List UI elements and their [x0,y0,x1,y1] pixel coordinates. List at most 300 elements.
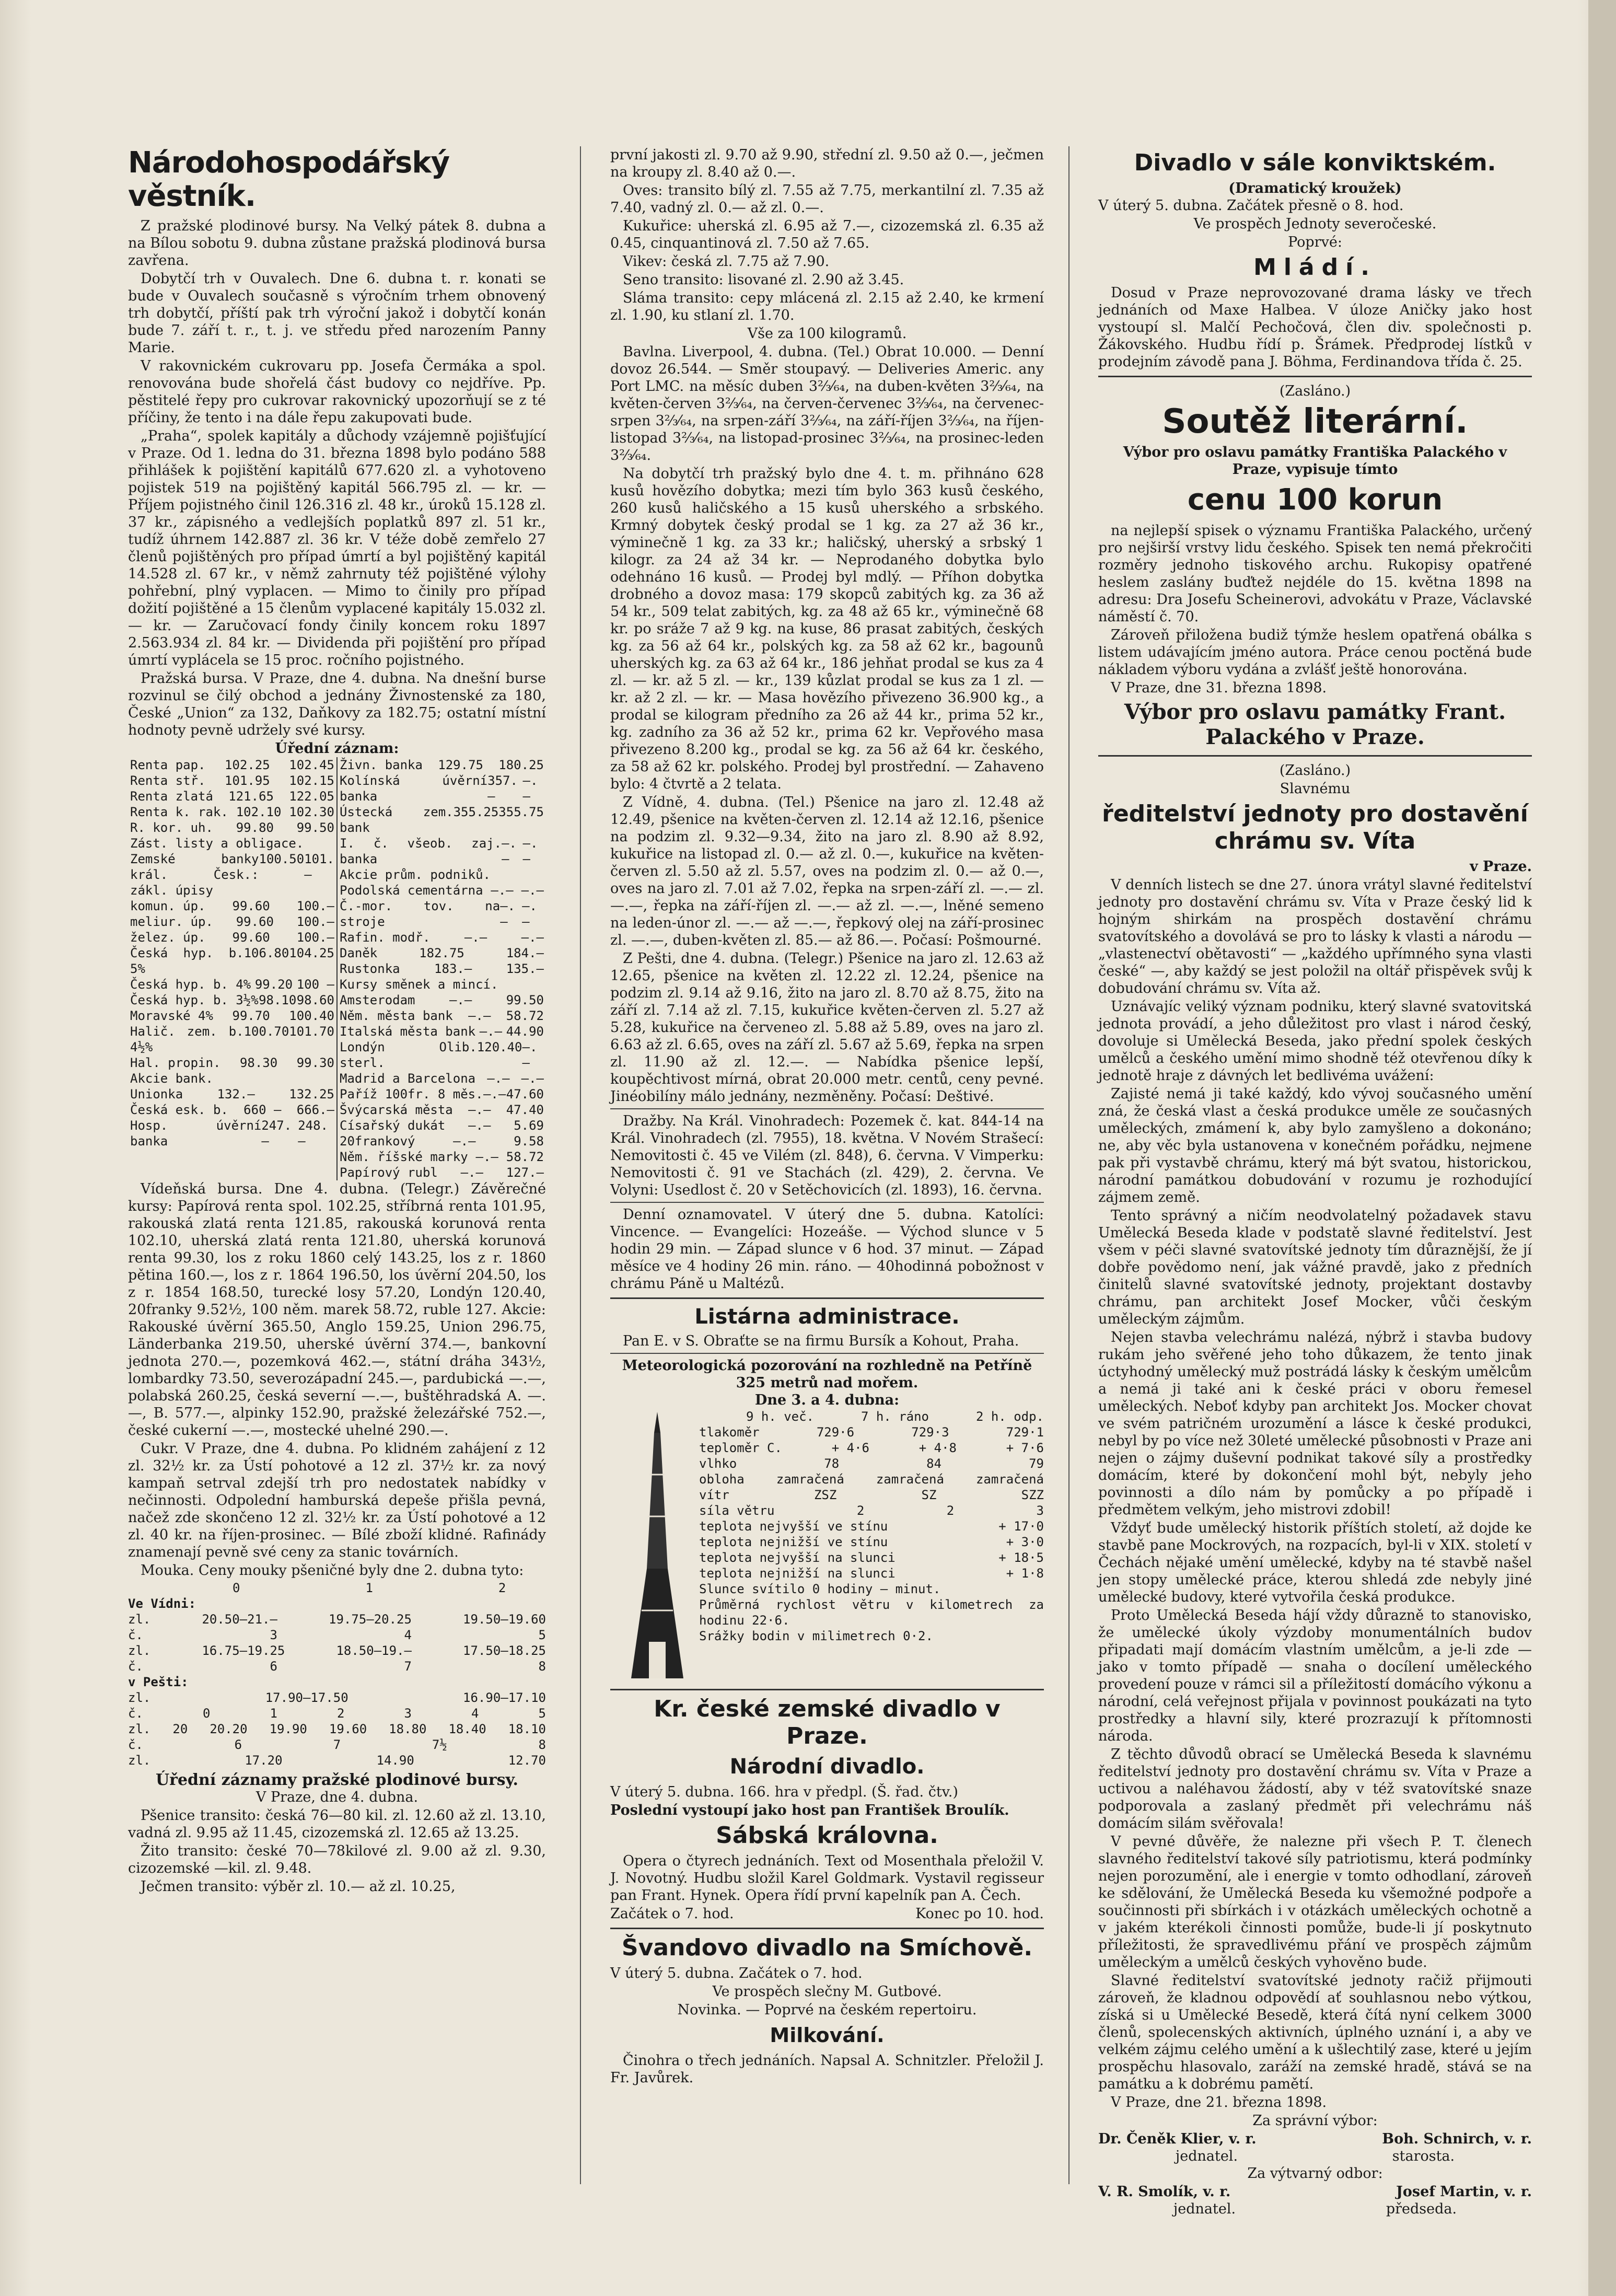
letter-date: V Praze, dne 21. března 1898. [1111,2094,1327,2111]
rate-row [340,977,544,992]
divider [1098,755,1532,757]
meteo-row-cell: zamračená [975,1472,1044,1487]
rate-row-cell: 248.— [298,1118,328,1149]
rate-row-cell: 104.25 [289,946,334,960]
column-rule [580,146,581,2184]
meteo-extra-row [699,1550,1044,1566]
letter-paragraph: Zajisté nemá ji také každý, kdo vývoj současného umění zná, že česká vlast a česká produkce uměle ze současných uměleckých, zmámení k, aby bylo zamyšleno a dokonáno; ne, aby věc byla ustanovena v konečném pořádku, nejmene pak při vystavbě chrámu, který má být svatou, historickou, národní památkou dobudování v rozumu je rozhodující zájmem země. [1098,1086,1532,1205]
article-paragraph: Sláma transito: cepy mlácená zl. 2.15 až 2.40, ke krmení zl. 1.90, ku stlaní zl. 1.70. [610,290,1044,323]
rate-row-cell: 99.60 [232,899,270,913]
rate-row-cell: 184.— [506,946,544,960]
rate-row-cell: 120.40 [476,1040,522,1054]
flour-row-cell: 18.80 [389,1722,427,1736]
rate-row-cell: komun. úp. [130,899,206,913]
rate-row-cell: 100.40 [289,1008,334,1023]
flour-table [128,1580,546,1768]
rate-row-cell: 357.— [487,773,518,804]
petrin-tower-illustration [626,1412,689,1684]
flour-row-cell: 16.75—19.25 [202,1643,285,1658]
rate-row-cell: 100.70 [243,1024,289,1039]
rate-row-cell: Kursy směnek a mincí. [340,977,498,992]
rate-row-cell: Císařský dukát [340,1118,446,1133]
rate-row-cell: Londýn Olib. sterl. [340,1040,477,1070]
rate-row [130,836,334,851]
signature: Josef Martin, v. r. [1396,2184,1532,2200]
rate-row-cell: 132.— [217,1087,255,1101]
signature: Dr. Čeněk Klier, v. r. [1098,2131,1257,2147]
rate-row-cell: Halič. zem. b. 4½% [130,1024,244,1054]
rate-row [130,1102,334,1118]
rate-row-cell: 102.10 [236,805,282,819]
rate-row-cell: —.— [521,1071,544,1086]
flour-row-cell: č. [128,1706,143,1721]
meteo-extra-row [699,1566,1044,1581]
rate-row-cell: 180.25 [498,758,544,772]
rate-row-cell: 58.72 [506,1008,544,1023]
rate-row [340,1165,544,1180]
rate-row-cell: 44.90 [506,1024,544,1039]
auctions-paragraph: Dražby. Na Král. Vinohradech: Pozemek č. kat. 844-14 na Král. Vinohradech (zl. 7955), 18. května. V Novém Strašecí: Nemovitosti č. 45 ve Vilém (zl. 848), 6. června. V Vimperku: Nemovitosti č. 91 ve Stachách (zl. 429), 2. června. Ve Volyni: Usedlost č. 20 v Setěchovicích (zl. 1893), 16. června. [610,1113,1044,1198]
rate-row-cell: želez. úp. [130,930,206,945]
rates-left-list [130,757,334,1149]
flour-row-cell: 7 [333,1737,341,1752]
meteo-extra-row-cell: Slunce svítilo 0 hodiny — minut. [699,1582,941,1596]
soutez-intro: Výbor pro oslavu památky Františka Palackého v Praze, vypisuje tímto [1123,444,1507,478]
meteo-row-cell: SZ [921,1488,937,1502]
rate-row-cell: 100.— [296,930,334,945]
flour-row-cell: 6 [270,1659,277,1674]
rate-row-cell: 102.30 [289,805,334,819]
meteo-row [699,1487,1044,1503]
meteo-row-cell: síla větru [699,1503,775,1518]
rate-row [340,961,544,977]
meteo-row [699,1471,1044,1487]
divadlo-play: Mládí. [1253,254,1377,281]
column-notices [1098,146,1532,2218]
rate-row-cell: 101.70 [289,1024,334,1039]
flour-row [128,1690,546,1706]
rate-row [130,914,334,930]
rate-row [130,1118,334,1149]
smichov-desc: Činohra o třech jednáních. Napsal A. Schnitzler. Přeložil J. Fr. Javůrek. [610,2053,1044,2086]
rate-row-cell: —.— [468,1103,491,1117]
flour-row-cell: zl. [128,1612,151,1627]
section-title: Národohospodářský věstník. [128,146,450,213]
rate-row-cell: Renta k. rak. [130,805,228,819]
rate-row-cell: 101.— [304,852,334,882]
article-paragraph: Z Pešti, dne 4. dubna. (Telegr.) Pšenice na jaro zl. 12.63 až 12.65, pšenice na květen zl. 12.22 zl. 12.24, pšenice na podzim zl. 9.14 až 9.16, žito na jaro zl. 8.70 až 8.75, žito na září zl. 7.14 až zl. 7.15, kukuřice květen-červen zl. 5.27 až 5.28, kukuřice na červeneo zl. 5.88 až 5.89, oves na jaro zl. 6.63 až zl. 6.65, oves na září zl. 5.67 až 5.69, řepka na srpen zl. 11.90 až zl. 12.—. — Nabídka pšenice lepší, koupěchtivost mírná, obrat 20.000 metr. centů, ceny pevné. Jinéobilíny málo jednány, nezměněny. Počasí: Deštivé. [610,950,1044,1105]
meteo-row-cell: 729·3 [911,1425,949,1440]
divider [610,1297,1044,1299]
rate-row-cell: 102.15 [289,773,334,788]
signature-role: starosta. [1392,2148,1455,2164]
signature: V. R. Smolík, v. r. [1098,2184,1231,2200]
rate-row [340,1102,544,1118]
flour-columns [128,1580,546,1596]
flour-row-cell: 16.90—17.10 [463,1690,546,1705]
rate-row-cell: Moravské 4% [130,1008,213,1023]
meteo-row-cell: obloha [699,1472,745,1487]
soutez-text: na nejlepší spisek o významu Františka Palackého, určený pro nejširší vrstvy lidu českého. Spisek ten nemá překročiti rozměry jednoho tiskového archu. Rukopisy opatřené heslem zaslány buďtež nejdéle do 15. května 1898 na adresu: Dra Josefu Scheinerovi, advokátu v Praze, Václavské náměstí č. 70. [1098,523,1532,625]
rate-row-cell: Hosp. úvěrní banka [130,1118,262,1149]
rate-row-cell: 183.— [434,961,472,976]
smichov-novinka: Novinka. — Poprvé na českém repertoiru. [677,2002,977,2018]
rate-row [340,1133,544,1149]
theatre-title: Kr. české zemské divadlo v Praze. [654,1696,1001,1749]
signature-roles [1098,2200,1532,2218]
meteo-extra [699,1518,1044,1644]
soutez-signature: Výbor pro oslavu památky Frant. Palackého v Praze. [1124,700,1506,749]
rate-row-cell: —.— [500,899,516,929]
theatre-guest: Poslední vystoupí jako host pan František Broulík. [610,1802,1009,1818]
rate-row-cell: 98.30 [239,1056,278,1070]
rate-row-cell: 247.— [261,1118,292,1149]
meteo-row [699,1456,1044,1471]
calendar-paragraph: Denní oznamovatel. V úterý dne 5. dubna. Katolíci: Vincence. — Evangelíci: Hozeáše. — Východ slunce v 5 hodin 29 min. — Západ slunce v 6 hod. 37 minut. — Západ měsíce ve 4 hodiny 26 min. ráno. — 40hodinná pobožnost v chrámu Páně u Maltézů. [610,1207,1044,1292]
meteo-extra-row [699,1581,1044,1597]
flour-row-cell: 19.75—20.25 [329,1612,412,1627]
rate-row-cell: —.— [464,930,487,945]
divadlo-desc: Dosud v Praze neprovozované drama lásky ve třech jednáních od Maxe Halbea. V úloze Aničky jako host vystoupí sl. Malčí Pechočová, člen div. společnosti p. Žákovského. Hudbu řídí p. Šrámek. Předprodej lístků v prodejním závodě pana J. Böhma, Ferdinandova třída č. 25. [1098,285,1532,370]
flour-column-number: 2 [498,1581,538,1595]
rates-table [128,757,546,1180]
flour-column-number: 0 [232,1581,272,1595]
rate-row-cell: —.— [468,1118,491,1133]
rate-row [130,898,334,914]
theatre-line: V úterý 5. dubna. 166. hra v předpl. (Š. řad. čtv.) [610,1784,958,1800]
divider [1098,376,1532,377]
flour-row-cell: 6 [234,1737,242,1752]
rate-row-cell: —.— [522,773,538,804]
rate-row-cell: —.— [522,836,538,866]
rate-row-cell: —.— [502,836,517,866]
letter-paragraph: Vždyť bude umělecký historik příštích století, až dojde ke stavbě pane Mockrových, na rozpacích, byl-li v XIX. století v Čechách nějaké umění umělecké, kdyby na té stavbě našel jen stopy umělecké práce, kterou shledá zde nebyly jiné umělecké budovy, které vytvořila česká produkce. [1098,1520,1532,1605]
rate-row-cell: 98.10 [259,993,297,1007]
rate-row-cell: Česká esk. b. [130,1103,228,1117]
article-paragraph: Kukuřice: uherská zl. 6.95 až 7.—, cizozemská zl. 6.35 až 0.45, cinquantinová zl. 7.50 až 7.65. [610,218,1044,251]
soutez-date: V Praze, dne 31. března 1898. [1111,680,1327,696]
rate-row-cell: Podolská cementárna [340,883,483,898]
meteo-row-cell: SZZ [1021,1488,1044,1502]
rate-row-cell: 5.69 [514,1118,544,1133]
article-paragraph: Z Vídně, 4. dubna. (Tel.) Pšenice na jaro zl. 12.48 až 12.49, pšenice na květen-červen zl. 12.14 až 12.16, pšenice na podzim zl. 9.32—9.34, žito na jaro zl. 8.90 až 8.92, kukuřice na listopad zl. 0.— až zl. 0.—, kukuřice na květen-červen zl. 5.50 až zl. 5.57, oves na podzim zl. 0.— až 0.—, oves na jaro zl. 7.01 až 7.02, řepka na srpen-září zl. —.— zl. —.—, řepka na září-říjen zl. —.— až zl. —.—, lněné semeno na leden-únor zl. —.— až —.—, řepkový olej na září-prosinec zl. —.—, duben-květen zl. 85.— až 86.—. Počasí: Pošmourné. [610,794,1044,948]
flour-row [128,1706,546,1721]
flour-row [128,1643,546,1659]
rate-row-cell: —.— [453,1134,476,1149]
meteo-row-cell: zamračená [776,1472,844,1487]
rate-row-cell: Rafin. modř. [340,930,431,945]
rate-row-cell: 99.60 [232,930,270,945]
meteo-header-cell: 7 h. ráno [861,1409,929,1424]
meteo-row-cell: + 4·8 [919,1441,957,1455]
rate-row-cell: Papírový rubl [340,1165,438,1180]
divider [610,1202,1044,1203]
rate-row [130,788,334,804]
rate-row-cell: 100.— [296,914,334,929]
article-paragraph: V Praze, dne 4. dubna. [255,1789,418,1805]
meteo-extra-row-cell: + 17·0 [998,1519,1044,1534]
letter-paragraph: Slavné ředitelství svatovítské jednoty račiž přijmouti zároveň, že kladnou odpovědí ať souhlasnou nebo výtkou, získá si u Umělecké Besedě, která čítá nyní celkem 3000 členů, spolecenských aktivních, úplného uznání i, a aby ve velkém zájmu celého umění a k ušlechtilý zase, které u jejím prospěchu hlasovalo, zaráží na zemské hradě, stává se na památku a k dobrému pamětí. [1098,1973,1532,2092]
meteo-header-cell: 2 h. odp. [975,1409,1044,1424]
rate-row-cell: 666.— [296,1103,334,1117]
rate-row-cell: 99.60 [236,914,274,929]
meteo-header-cell: 9 h. več. [746,1409,814,1424]
divadlo-subtitle: (Dramatický kroužek) [1228,180,1402,196]
article-paragraph: Vše za 100 kilogramů. [747,326,907,342]
rate-row [130,945,334,977]
rate-row [340,1071,544,1086]
article-paragraph: V rakovnickém cukrovaru pp. Josefa Čermáka a spol. renovována bude shořelá část budovy co nejdříve. Pp. pěstitelé řepy pro cukrovar rakovnický upozorňují se z té příčiny, že tento i na dále řepu zakupovati bude. [128,358,546,426]
rate-row-cell: Akcie prům. podniků. [340,867,491,882]
article-paragraph: Cukr. V Praze, dne 4. dubna. Po klidném zahájení z 12 zl. 32½ kr. za Ústí pohotové a 12 zl. 37½ kr. za nový kampaň setrval zdejší trh pro nedostatek nabídky v nečinnosti. Odpolední hamburská depeše přišla pevná, načež zde skončeno 12 zl. 32½ kr. za Ústí pohotové a 12 zl. 40 kr. na říjen-prosinec. — Bílé zboží klidné. Rafinády znamenají pevně své ceny za stanic továrních. [128,1441,546,1560]
rate-row-cell: Zást. listy a obligace. [130,836,304,851]
rate-row [340,773,544,804]
rate-row [340,1149,544,1165]
theatre-times [610,1905,1044,1922]
letter-paragraph: Tento správný a ničím neodvolatelný požadavek stavu Umělecká Beseda klade v podstatě slavné ředitelství. Jest všem v péči slavné svatovítské jednoty tím důraznější, že jí dobře povědomo není, jak vážné pravdě, jako z předních činitelů slavné svatovítské jednoty, projektant dostavby chrámu, pan architekt Josef Mocker, vůči českým uměleckým zájmům. [1098,1208,1532,1327]
rate-row [130,851,334,898]
meteo-extra-row-cell: Srážky bodin v milimetrech 0·2. [699,1629,933,1643]
rate-row [130,1071,334,1086]
letter-paragraph: V pevné důvěře, že nalezne při všech P. T. členech slavného ředitelství takové síly patriotismu, která podmínky nejen porozumění, ale i energie v tomto odhodlaní, zároveň ke sdělování, že Umělecká Beseda ku všemožné podpoře a součinnosti při sbírkách i v otázkách uměleckých ochotně a v jakém kterékoli činnosti pomůže, bude-li jí poskytnuto příležitosti, že spravedlivému přání ve prospěch zájmům uměleckým a umělců českých vyhověno bude. [1098,1834,1532,1970]
rate-row-cell: 102.25 [225,758,270,772]
meteo-extra-row-cell: teplota nejvyšší na slunci [699,1550,896,1565]
letter-paragraph: Nejen stavba velechrámu nalézá, nýbrž i stavba budovy rukám jeho svěřené jeho toho důkazem, že tento jinak úctyhodný umělecký muž postrádá lásky k českým umělcům a nemá ji také ani k české práci v oboru řemesel uměleckých. Neboť kdyby pan architekt Jos. Mocker chovat ve svém patričném urozumění a lásce k české produkci, nebyl by po více než 30leté umělecké působnosti v Praze ani nejen o zájmy duševní podnikat takové síly a prostředky domácím, které by dokončení mohl být, nebyly jeho povinnosti a dílo nám by pomůcky a po případě i předmětem velkým, jeho mistrovi zdobil! [1098,1329,1532,1518]
flour-vienna-rows [128,1611,546,1674]
rate-row-cell: I. č. všeob. zaj. banka [340,836,502,866]
rate-row-cell: —.— [479,1024,503,1039]
rate-row [130,773,334,788]
meteo-table [699,1409,1044,1518]
flour-prague-label: v Pešti: [128,1675,189,1689]
rate-row-cell: 121.65 [228,789,274,804]
addressee-city: v Praze. [1469,859,1532,875]
meteo-row-cell: 729·1 [1006,1425,1044,1440]
rate-row-cell: —.— [521,883,544,898]
rate-row-cell: —.— [491,883,514,898]
flour-row-cell: 3 [404,1706,412,1721]
letter-paragraph: Uznávajíc veliký význam podniku, který slavné svatovitská jednota provádí, a jeho důležitost pro vlast i národ český, dovoluje si Umělecká Beseda, jako přední spolek českých umělců a českého umění mimo shodně též otevřenou díky k jednotě hraje z dávných let bedlivéma uvážení: [1098,999,1532,1084]
rate-row-cell: Č.-mor. tov. na stroje [340,899,501,929]
rate-row-cell: Něm. města bank [340,1008,453,1023]
letter-paragraph: Z těchto důvodů obrací se Umělecká Beseda k slavnému ředitelství jednoty pro dostavění chrámu sv. Víta v Praze a uctivou a naléhavou žádostí, aby v též svatovítské snaze podporovala a zaslaný předmět při velechrámu náš domácím silám svěřovala! [1098,1746,1532,1831]
column-economy [128,146,546,1896]
column-markets [610,146,1044,2088]
meteo-extra-row-cell: + 1·8 [1006,1566,1044,1581]
listarna-title: Listárna administrace. [694,1305,960,1329]
flour-row-cell: č. [128,1737,143,1752]
divadlo-line: Ve prospěch Jednoty severočeské. [1193,216,1437,232]
reditelstvi-title: ředitelství jednoty pro dostavění chrámu sv. Víta [1102,801,1528,854]
rate-row-cell: Rustonka [340,961,400,976]
article-paragraph: Pražská bursa. V Praze, dne 4. dubna. Na dnešní burse rozvinul se čilý obchod a jednány Živnostenské za 180, České „Union“ za 132, Daňkovy za 182.75; ostatní místní hodnoty pevně udržely své kursy. [128,670,546,738]
meteo-extra-row [699,1518,1044,1534]
meteo-row-cell: 2 [946,1503,955,1518]
divider [610,1689,1044,1690]
rate-row [130,1055,334,1071]
flour-row-cell: 7½ [432,1737,447,1752]
column-rule [1068,146,1069,2184]
soutez-text: Zároveň přiložena budiž týmže heslem opatřená obálka s listem udávajícím jméno autora. Práce cenou poctěná bude nákladem výboru vydána a zvlášť ještě honorována. [1098,627,1532,678]
divadlo-line: V úterý 5. dubna. Začátek přesně o 8. hod. [1098,198,1404,214]
flour-row-cell: 17.50—18.25 [463,1643,546,1658]
flour-row-cell: 8 [538,1737,546,1752]
rate-row [340,804,544,836]
rate-row-cell: Švýcarská města [340,1103,453,1117]
rate-row-cell: Ústecká zem. bank [340,805,454,835]
rate-row-cell: 99.80 [236,820,274,835]
article-paragraph: „Praha“, spolek kapitály a důchody vzájemně pojišťující v Praze. Od 1. ledna do 31. března 1898 bylo podáno 588 přihlášek k pojištění kapitálů 677.620 zl. a vyhotoveno pojistek 519 na pojištěný kapitál 566.795 zl. — kr. — Příjem pojistného činil 126.316 zl. 48 kr., úroků 15.128 zl. 37 kr., zápisného a vedlejších poplatků 897 zl. 51 kr., tudíž úhrnem 142.887 zl. 36 kr. V téže době zemřelo 27 členů pojištěných pro případ úmrtí a byl pojištěný kapitál 14.528 zl. 67 kr., v němž zahrnuty též pojištěné výlohy pohřební, plný vyplacen. — Mimo to činily pro případ dožití pojištěné a 15 členům vyplacené kapitály 15.032 zl. — kr. — Zaručovací fondy činily koncem roku 1897 2.563.934 zl. 84 kr. — Dividenda při pojištění pro případ úmrtí vyplácela se 15 proc. ročního pojistného. [128,428,546,668]
theatre-subtitle: Národní divadlo. [729,1755,925,1779]
rate-row [130,1086,334,1102]
article-paragraph: Bavlna. Liverpool, 4. dubna. (Tel.) Obrat 10.000. — Denní dovoz 26.544. — Směr stoupavý. — Deliveries Americ. any Port LMC. na měsíc duben 3⅔⁄₆₄, na duben-květen 3⅔⁄₆₄, na květen-červen 3⅔⁄₆₄, na červen-červenec 3⅔⁄₆₄, na červenec-srpen 3⅔⁄₆₄, na srpen-září 3⅔⁄₆₄, na září-říjen 3⅔⁄₆₄, na říjen-listopad 3⅔⁄₆₄, na listopad-prosinec 3⅔⁄₆₄, na prosinec-leden 3⅔⁄₆₄. [610,344,1044,463]
rate-row-cell: 99.20 [254,977,293,992]
rate-row-cell: 98.60 [296,993,334,1007]
flour-row-cell: 18.10 [508,1722,546,1736]
rate-row-cell: Česká hyp. b. 4% [130,977,251,992]
flour-row [128,1627,546,1643]
article-paragraph: Dobytčí trh v Ouvalech. Dne 6. dubna t. r. konati se bude v Ouvalech současně s výročním trhem obnovený trh dobytčí, příští pak trh výroční jakož i dobytčí konán bude 7. září t. r., t. j. ve středu před narozením Panny Marie. [128,271,546,356]
rate-row-cell: —.— [522,899,538,929]
rate-row-cell: —.— [468,1008,491,1023]
article-paragraph: Oves: transito bílý zl. 7.55 až 7.75, merkantilní zl. 7.35 až 7.40, vadný zl. 0.— až zl. 0.—. [610,182,1044,216]
meteo-extra-row-cell: teplota nejnižší na slunci [699,1566,896,1581]
rate-row-cell: Daněk [340,946,378,960]
rates-right-list [340,757,544,1180]
meteo-row-cell: + 4·6 [831,1441,869,1455]
signatures-row [1098,2130,1532,2148]
rate-row-cell: Česká hyp. b. 3½% [130,993,259,1007]
meteo-title: Meteorologická pozorování na rozhledně na Petříně 325 metrů nad mořem. [622,1358,1032,1391]
flour-row-cell: 8 [538,1659,546,1674]
rate-row [130,820,334,836]
divider [610,1928,1044,1929]
flour-row-cell: 14.90 [376,1753,414,1768]
letter-paragraph: V denních listech se dne 27. února vrátyl slavné ředitelství jednoty pro dostavění chrámu sv. Víta v Praze český lid k hojným shirkám na prospěch dostavění chrámu svatovítského a dovolává se pro to lásky k vlasti a národu — „vlastenectví obětavosti“ — „každého upřímného syna vlasti české“ —, aby každý se jest položil na oltář přispěvek svůj k dobudování chrámu sv. Víta až. [1098,877,1532,996]
meteo-row-cell: tlakoměr [699,1425,760,1440]
soutez-title: Soutěž literární. [1162,402,1468,441]
rate-row-cell: 129.75 [438,758,483,772]
rate-row-cell: Hal. propin. [130,1056,221,1070]
meteo-row [699,1424,1044,1440]
flour-row [128,1753,546,1768]
rate-row-cell: 47.60 [506,1087,544,1101]
meteo-extra-row [699,1597,1044,1628]
rate-row-cell: Akcie bank. [130,1071,213,1086]
board-label: Za správní výbor: [1252,2113,1378,2129]
page-edge [1588,0,1616,2296]
flour-row-cell: 2 [337,1706,345,1721]
flour-row-cell: č. [128,1659,143,1674]
rate-row-cell: 9.58 [514,1134,544,1149]
rate-row-cell: Zemské banky král. Česk.: zákl. úpisy [130,852,259,898]
flour-row-cell: 0 [202,1706,211,1721]
flour-row-cell: 17.20 [245,1753,283,1768]
flour-row [128,1737,546,1753]
divadlo-first: Poprvé: [1288,234,1342,250]
rate-row [130,757,334,773]
meteo-extra-row-cell: teplota nejvyšší ve stínu [699,1519,888,1534]
rate-row [130,1008,334,1024]
article-paragraph: Na dobytčí trh pražský bylo dne 4. t. m. přihnáno 628 kusů hovězího dobytka; mezi tím bylo 363 kusů českého, 260 kusů haličského a 15 kusů uherského a srbského. Krmný dobytek český prodal se 1 kg. za 27 až 36 kr., výminečně 1 kg. za 33 kr.; haličský, uherský a srbský 1 kilogr. za 24 až 34 kr. — Neprodaného dobytka bylo odehnáno 16 kusů. — Prodej byl mdlý. — Příhon dobytka drobného a dovoz masa: 179 skopců zabitých kg. za 36 až 54 kr., 509 telat zabitých, kg. za 48 až 65 kr., výminečně 68 kr. po sráže 7 až 9 kg. na kuse, 86 prasat zabitých, českých kg. za 56 až 64 kr., polských kg. za 58 až 62 kr., bagounů uherských kg. za 63 až 64 kr., 186 jehňat prodal se kus za 4 zl. — kr. až 5 zl. — kr., 139 kůzlat prodal se kus za 1 zl. — kr. až 2 zl. — kr. — Masa hovězího přivezeno 36.900 kg., a prodal se kilogram předního za 26 až 44 kr., prima 52 kr., kg. zadního za 36 až 52 kr., prima 62 kr. Vepřového masa přivezeno 8.200 kg., prodal se kg. za 56 až 64 kr. českého, za 58 až 62 kr. polského. Prodej byl prostřední. — Zahaveno bylo: 4 čtvrtě a 2 telata. [610,466,1044,792]
rates-title: Úřední záznam: [275,740,399,757]
flour-row-cell: zl. [128,1722,151,1736]
meteo-extra-row-cell: + 18·5 [998,1550,1044,1565]
flour-vienna-label: Ve Vídni: [128,1596,196,1611]
signature-role: jednatel. [1175,2148,1238,2164]
rate-row-cell: Italská města bank [340,1024,476,1039]
rate-row [130,930,334,945]
smichov-line: V úterý 5. dubna. Začátek o 7. hod. [610,1965,863,1981]
rate-row-cell: 20frankový [340,1134,415,1149]
flour-row-cell: zl. [128,1643,151,1658]
rate-row [340,945,544,961]
rate-row-cell: Amsterodam [340,993,415,1007]
rate-row-cell: 100.— [296,899,334,913]
meteo-row-cell: 84 [926,1456,942,1471]
rate-row-cell: Živn. banka [340,758,423,772]
theatre-end: Konec po 10. hod. [915,1906,1044,1922]
meteo-row-cell: + 7·6 [1006,1441,1044,1455]
divider [610,1108,1044,1109]
rate-row-cell: Něm. říšské marky [340,1150,468,1164]
rate-row-cell: —.— [487,1071,510,1086]
meteo-extra-row-cell: + 3·0 [1006,1535,1044,1549]
article-paragraph: Žito transito: české 70—78kilové zl. 9.00 až zl. 9.30, cizozemské —kil. zl. 9.48. [128,1843,546,1876]
rate-row-cell: 99.50 [296,820,334,835]
article-paragraph: Ječmen transito: výběr zl. 10.— až zl. 10.25, [141,1878,456,1895]
soutez-prize: cenu 100 korun [1187,483,1443,517]
flour-column-number: 1 [365,1581,404,1595]
flour-row-cell: 19.90 [269,1722,307,1736]
rate-row-cell: 100.50 [259,852,305,866]
flour-row-cell: 1 [270,1706,277,1721]
flour-row [128,1721,546,1737]
flour-row-cell: 18.50—19.— [336,1643,412,1658]
zaslano-label: (Zasláno.) [1279,762,1351,779]
rate-row-cell: 355.75 [498,805,544,819]
rate-row-cell: Renta stř. [130,773,206,788]
meteo-extra-row [699,1534,1044,1550]
meteo-row-cell: vítr [699,1488,729,1502]
signature-role: předseda. [1386,2201,1457,2217]
rate-row-cell: Renta pap. [130,758,206,772]
meteo-extra-row [699,1628,1044,1644]
rate-row-cell: 122.05 [289,789,334,804]
flour-row-cell: 20.50—21.— [202,1612,277,1627]
meteo-row-cell: 729·6 [816,1425,855,1440]
flour-row-cell: 3 [270,1628,277,1642]
rate-row-cell: 127.— [506,1165,544,1180]
meteo-header [699,1409,1044,1424]
meteo-row-cell: 3 [1036,1503,1044,1518]
article-paragraph: Vídeňská bursa. Dne 4. dubna. (Telegr.) Závěrečné kursy: Papírová renta spol. 102.25, stříbrná renta 101.95, rakouská zlatá renta 121.85, rakouská korunová renta 102.10, uherská zlatá renta 121.80, uherská korunová renta 99.30, los z roku 1860 celý 143.25, los z r. 1860 pětina 160.—, los z r. 1864 196.50, los úvěrní 204.50, los z r. 1854 168.50, turecké losy 57.20, Londýn 120.40, 20franky 9.52½, 100 něm. marek 58.72, ruble 127. Akcie: Rakouské úvěrní 365.50, Anglo 159.25, Union 296.75, Länderbanka 219.50, uherské úvěrní 374.—, bankovní jednota 270.—, pozemková 462.—, státní dráha 343½, lombardky 73.50, severozápadní 245.—, pardubická —.—, polabská 260.25, česká severní —.—, buštěhradská A. —.—, B. 577.—, alpinky 152.90, pražské železářské 752.—, české cukerní —.—, mostecké uhelné 290.—. [128,1181,546,1439]
meteo-extra-row-cell: teplota nejnižší ve stínu [699,1535,888,1549]
rate-row-cell: 106.80 [243,946,289,960]
rate-row [340,867,544,883]
meteo-row-cell: 2 [856,1503,865,1518]
rate-row-cell: —.— [449,993,472,1007]
flour-row [128,1659,546,1674]
rate-row-cell: 132.25 [289,1087,334,1101]
smichov-play: Milkování. [770,2024,885,2047]
rate-row [130,977,334,992]
rate-row-cell: 355.25 [453,805,499,819]
theatre-start: Začátek o 7. hod. [610,1906,734,1922]
rate-row-cell: —.— [522,1040,538,1070]
listarna-text: Pan E. v S. Obraťte se na firmu Bursík a Kohout, Praha. [623,1333,1019,1349]
board-label: Za výtvarný odbor: [1247,2165,1383,2182]
